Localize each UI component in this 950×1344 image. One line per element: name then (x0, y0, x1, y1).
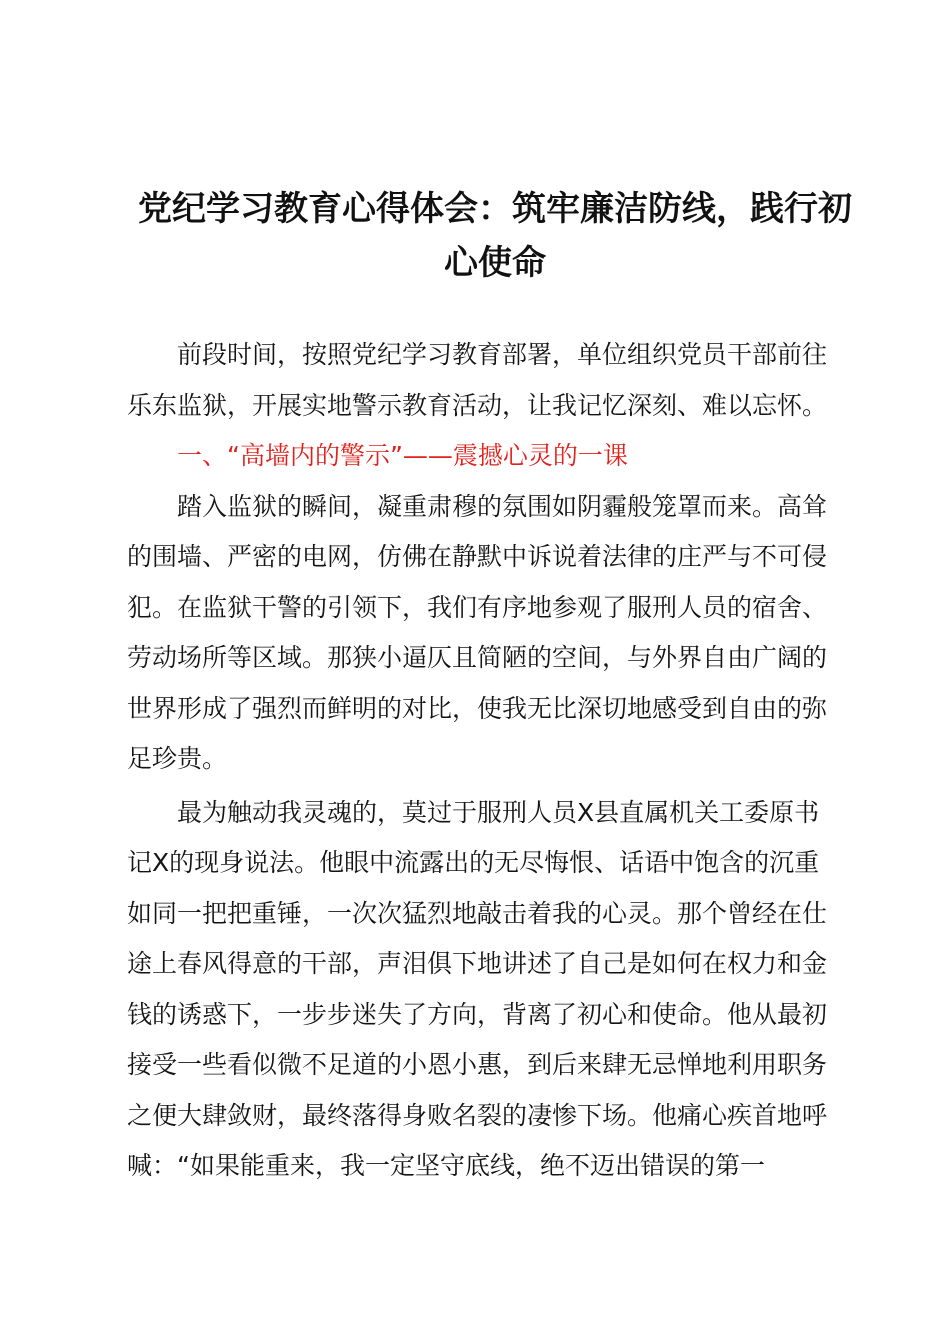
paragraph-intro (127, 330, 847, 431)
text-line: 接受一些看似微不足道的小恩小惠，到后来肆无忌惮地利用职务 (127, 1050, 828, 1079)
text-line: 劳动场所等区域。那狭小逼仄且简陋的空间，与外界自由广阔的 (127, 643, 828, 672)
text-line: 钱的诱惑下，一步步迷失了方向，背离了初心和使命。他从最初 (127, 999, 828, 1029)
title-line: 心使命 (444, 243, 546, 283)
text-line: 途上春风得意的干部，声泪俱下地讲述了自己是如何在权力和金 (127, 949, 828, 978)
text-line: 踏入监狱的瞬间，凝重肃穆的氛围如阴霾般笼罩而来。高耸 (177, 491, 828, 521)
text-line: 足珍贵。 (127, 744, 228, 773)
title-line: 党纪学习教育心得体会：筑牢廉洁防线，践行初 (138, 189, 852, 229)
document-title (110, 182, 880, 290)
paragraph-prison-visit (127, 482, 847, 785)
text-line: 最为触动我灵魂的，莫过于服刑人员X县直属机关工委原书 (177, 797, 820, 827)
text-line: 的围墙、严密的电网，仿佛在静默中诉说着法律的庄严与不可侵 (127, 542, 828, 571)
text-line: 之便大肆敛财，最终落得身败名裂的凄惨下场。他痛心疾首地呼 (127, 1100, 828, 1130)
text-line: 如同一把把重锤，一次次猛烈地敲击着我的心灵。那个曾经在仕 (127, 898, 828, 928)
text-line: 世界形成了强烈而鲜明的对比，使我无比深切地感受到自由的弥 (127, 693, 828, 723)
text-line: 喊：“如果能重来，我一定坚守底线，绝不迈出错误的第一 (127, 1151, 765, 1180)
document-body (127, 330, 847, 1192)
text-line: 犯。在监狱干警的引领下，我们有序地参观了服刑人员的宿舍、 (127, 592, 828, 622)
text-line: 乐东监狱，开展实地警示教育活动，让我记忆深刻、难以忘怀。 (127, 390, 828, 420)
text-line: 记X的现身说法。他眼中流露出的无尽悔恨、话语中饱含的沉重 (127, 848, 820, 877)
text-line: 前段时间，按照党纪学习教育部署，单位组织党员干部前往 (177, 340, 828, 369)
paragraph-testimony (127, 788, 847, 1192)
section-heading: 一、“高墙内的警示”——震撼心灵的一课 (177, 441, 628, 470)
